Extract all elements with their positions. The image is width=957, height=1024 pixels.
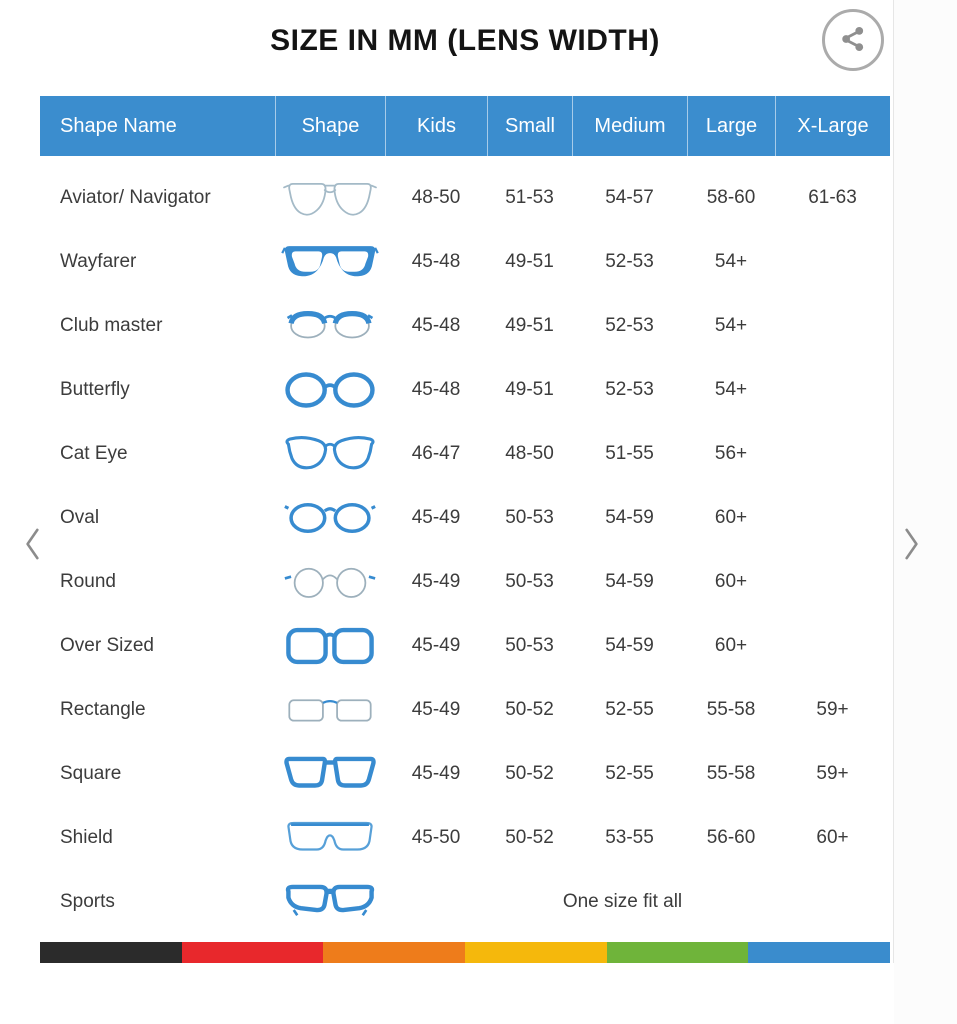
cat-eye-glasses-icon <box>275 431 385 477</box>
shape-name-label: Rectangle <box>60 699 146 720</box>
size-value: 49-51 <box>505 379 554 400</box>
wayfarer-glasses-icon <box>275 239 385 285</box>
size-value: 52-53 <box>605 251 654 272</box>
table-row-aviator-navigator <box>40 166 890 230</box>
size-value: 56-60 <box>706 827 756 848</box>
square-glasses-icon <box>275 751 385 797</box>
size-value: 61-63 <box>808 187 857 208</box>
sports-glasses-icon <box>275 879 385 925</box>
size-value: 54+ <box>714 379 748 400</box>
size-value: 45-50 <box>411 827 461 848</box>
size-value: 50-52 <box>505 827 554 848</box>
size-value: 46-47 <box>411 443 461 464</box>
size-value: 52-53 <box>605 315 654 336</box>
stripe-segment <box>748 942 890 963</box>
stripe-segment <box>607 942 749 963</box>
size-value: 60+ <box>714 571 748 592</box>
column-header-shape: Shape <box>275 96 385 156</box>
size-value: 49-51 <box>505 315 554 336</box>
size-value: 55-58 <box>706 763 756 784</box>
page-right-margin <box>894 0 957 1024</box>
shape-name-label: Club master <box>60 315 163 336</box>
stripe-segment <box>182 942 324 963</box>
size-value: 54-59 <box>605 635 654 656</box>
table-row-butterfly <box>40 358 890 422</box>
size-value: 45-49 <box>411 571 461 592</box>
size-value: 55-58 <box>706 699 756 720</box>
stripe-segment <box>323 942 465 963</box>
size-value: 45-48 <box>411 315 461 336</box>
table-row-wayfarer <box>40 230 890 294</box>
size-value: 52-55 <box>605 763 654 784</box>
size-value: 60+ <box>714 507 748 528</box>
oval-glasses-icon <box>275 495 385 541</box>
clubmaster-glasses-icon <box>275 303 385 349</box>
round-glasses-icon <box>275 559 385 605</box>
size-value: 45-49 <box>411 763 461 784</box>
table-row-square <box>40 742 890 806</box>
chevron-right-icon <box>898 524 924 564</box>
table-header <box>40 96 890 156</box>
size-value: 50-53 <box>505 635 554 656</box>
shape-name-label: Square <box>60 763 122 784</box>
column-header-medium: Medium <box>572 96 687 156</box>
aviator-glasses-icon <box>275 175 385 221</box>
shape-name-label: Wayfarer <box>60 251 137 272</box>
shape-name-label: Over Sized <box>60 635 154 656</box>
size-value: 54+ <box>714 251 748 272</box>
share-icon <box>838 24 868 57</box>
size-value: 51-55 <box>605 443 654 464</box>
oversized-glasses-icon <box>275 623 385 669</box>
table-row-shield <box>40 806 890 870</box>
size-value: 45-49 <box>411 635 461 656</box>
shape-name-label: Sports <box>60 891 115 912</box>
previous-arrow-button[interactable] <box>18 522 48 566</box>
shape-name-label: Cat Eye <box>60 443 128 464</box>
size-value: 50-53 <box>505 507 554 528</box>
column-header-shape-name: Shape Name <box>60 114 177 137</box>
table-body <box>40 156 890 934</box>
share-button[interactable] <box>822 9 884 71</box>
shield-glasses-icon <box>275 815 385 861</box>
table-row-club-master <box>40 294 890 358</box>
size-table <box>40 96 890 934</box>
chevron-left-icon <box>20 524 46 564</box>
rectangle-glasses-icon <box>275 687 385 733</box>
table-row-rectangle <box>40 678 890 742</box>
size-value: 54-59 <box>605 507 654 528</box>
column-header-large: Large <box>687 96 775 156</box>
size-value: 52-55 <box>605 699 654 720</box>
color-stripe <box>40 942 890 963</box>
butterfly-glasses-icon <box>275 367 385 413</box>
table-row-sports <box>40 870 890 934</box>
shape-name-label: Oval <box>60 507 100 528</box>
shape-name-label: Round <box>60 571 116 592</box>
size-value: 54-59 <box>605 571 654 592</box>
size-value: 59+ <box>816 763 849 784</box>
size-value: 45-48 <box>411 379 461 400</box>
size-value: 45-48 <box>411 251 461 272</box>
size-value: 45-49 <box>411 699 461 720</box>
column-header-kids: Kids <box>385 96 487 156</box>
size-value: 59+ <box>816 699 849 720</box>
size-value: 51-53 <box>505 187 554 208</box>
size-value: 54+ <box>714 315 748 336</box>
size-value: 53-55 <box>605 827 654 848</box>
size-value: 60+ <box>816 827 849 848</box>
stripe-segment <box>465 942 607 963</box>
size-value: 48-50 <box>505 443 554 464</box>
table-row-cat-eye <box>40 422 890 486</box>
page-title: SIZE IN MM (LENS WIDTH) <box>270 24 660 57</box>
size-value: 48-50 <box>411 187 461 208</box>
size-note: One size fit all <box>562 891 683 912</box>
size-value: 45-49 <box>411 507 461 528</box>
shape-name-label: Butterfly <box>60 379 130 400</box>
size-value: 52-53 <box>605 379 654 400</box>
table-row-oval <box>40 486 890 550</box>
column-header-x-large: X-Large <box>775 96 890 156</box>
shape-name-label: Shield <box>60 827 113 848</box>
size-value: 50-53 <box>505 571 554 592</box>
column-header-small: Small <box>487 96 572 156</box>
size-value: 50-52 <box>505 699 554 720</box>
size-value: 58-60 <box>706 187 756 208</box>
size-value: 50-52 <box>505 763 554 784</box>
size-value: 54-57 <box>605 187 654 208</box>
table-row-round <box>40 550 890 614</box>
size-value: 49-51 <box>505 251 554 272</box>
size-value: 56+ <box>714 443 748 464</box>
size-value: 60+ <box>714 635 748 656</box>
shape-name-label: Aviator/ Navigator <box>60 187 211 208</box>
table-row-over-sized <box>40 614 890 678</box>
stripe-segment <box>40 942 182 963</box>
next-arrow-button[interactable] <box>896 522 926 566</box>
